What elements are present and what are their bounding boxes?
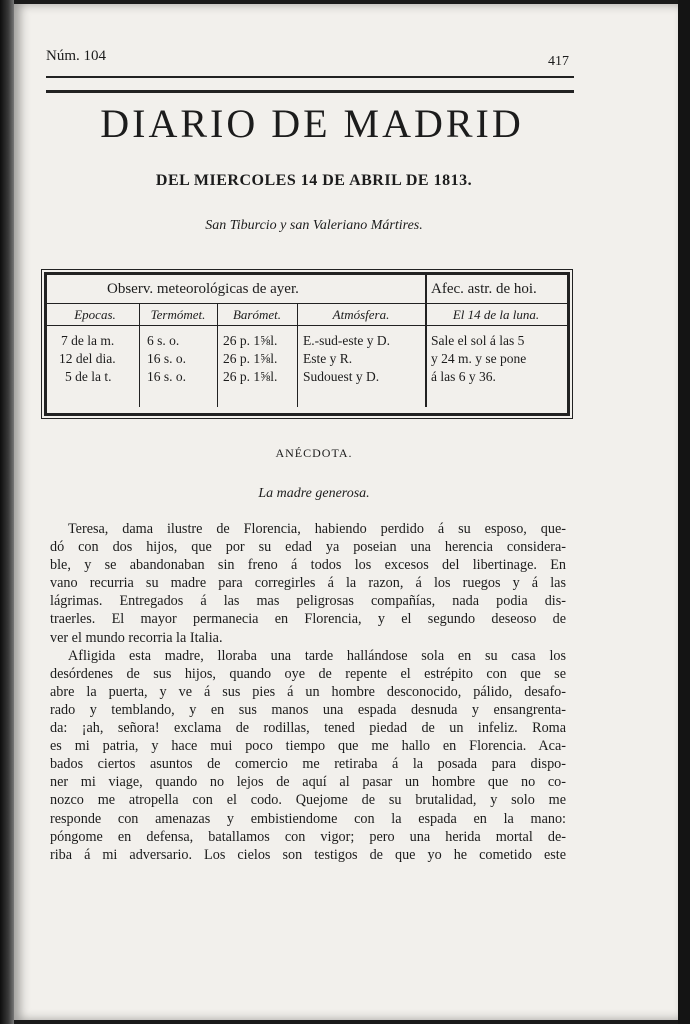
saints-of-day: San Tiburcio y san Valeriano Mártires. [205,218,423,233]
page-edge [678,0,690,1024]
text-line: traerles. El mayor permanecia en Florencia, y el segundo deseoso de [50,611,566,628]
page-number: 417 [548,54,569,69]
section-heading: ANÉCDOTA. [275,446,353,460]
termo-cell: 6 s. o. [147,333,180,348]
text-line: rado y temblando, y en sus manos una espada desnuda y ensangrenta- [50,701,566,718]
termo-cell: 16 s. o. [147,369,187,384]
article-subtitle: La madre generosa. [258,486,370,501]
astro-title: Afec. astr. de hoi. [431,281,537,297]
text-line: vano recurria su madre para corregirles á la razon, á los ruegos y á las [50,575,566,592]
col-barometro: Barómet. [232,307,282,322]
text-line: da: ¡ah, señora! exclama de rodillas, tened piedad de un infeliz. Roma [50,720,566,737]
text-line: Teresa, dama ilustre de Florencia, habiendo perdido á su esposo, que- [68,521,566,537]
column-divider [425,275,427,407]
issue-number: Núm. 104 [46,48,106,64]
atmos-cell: Sudouest y D. [303,369,380,384]
text-line: póngome en defensa, batallamos con vigor; pero una herida mortal de- [50,828,566,845]
termo-cell: 16 s. o. [147,351,187,366]
astro-line: Sale el sol á las 5 [431,333,525,348]
epoca-cell: 5 de la t. [65,369,112,384]
text-line: ble, y se abandonaban sin freno á todos los excesos del libertinage. En [50,557,566,574]
text-line: Afligida esta madre, lloraba una tarde hallándose sola en su casa los [68,647,566,664]
baro-cell: 26 p. 1⅝l. [223,369,278,384]
text-line: ner mi viage, quando no lejos de aquí al pasar un hombre que no co- [50,774,566,791]
table-rule [47,303,567,304]
text-line: desórdenes de sus hijos, quando oye de repente el estrépito con que se [50,665,566,682]
atmos-cell: Este y R. [303,351,353,366]
astro-line: y 24 m. y se pone [431,351,527,366]
baro-cell: 26 p. 1⅝l. [223,333,278,348]
text-line: ver el mundo recorria la Italia. [50,629,223,646]
col-luna: El 14 de la luna. [452,307,540,322]
text-line: riba á mi adversario. Los cielos son testigos de que yo he cometido este [50,846,566,863]
atmos-cell: E.-sud-este y D. [303,333,390,348]
text-line: responde con amenazas y embistiendome con la espada en la mano: [50,810,566,827]
table-rule [47,325,567,326]
text-line: nozco me atropella con el codo. Quejome de su brutalidad, y solo me [50,792,566,809]
text-line: es mi patria, y hace mui poco tiempo que me hallo en Florencia. Aca- [50,738,566,755]
text-line: abre la puerta, y ve á sus pies á un hombre desconocido, pálido, desafo- [50,683,566,700]
meteo-title: Observ. meteorológicas de ayer. [107,281,299,297]
text-line: dó con dos hijos, que por su edad ya poseian una herencia considera- [50,539,566,556]
meteorological-table [44,272,570,416]
col-termometro: Termómet. [150,307,206,322]
text-line: lágrimas. Entregados á las mas peligrosas compañías, nada podia dis- [50,593,566,610]
text-line: bados ciertos asuntos de comercio me retiraba á la posada para dispo- [50,756,566,773]
masthead-title: DIARIO DE MADRID [100,101,524,146]
newspaper-page [14,4,678,1020]
col-epocas: Epocas. [74,307,116,322]
astro-line: á las 6 y 36. [431,369,496,384]
book-spine [0,0,14,1024]
baro-cell: 26 p. 1⅝l. [223,351,278,366]
article-body [50,520,566,864]
header-rule [46,76,574,78]
epoca-cell: 7 de la m. [61,333,115,348]
col-atmosfera: Atmósfera. [332,307,390,322]
dateline: DEL MIERCOLES 14 DE ABRIL DE 1813. [155,172,473,189]
epoca-cell: 12 del dia. [59,351,116,366]
header-rule-thick [46,90,574,93]
